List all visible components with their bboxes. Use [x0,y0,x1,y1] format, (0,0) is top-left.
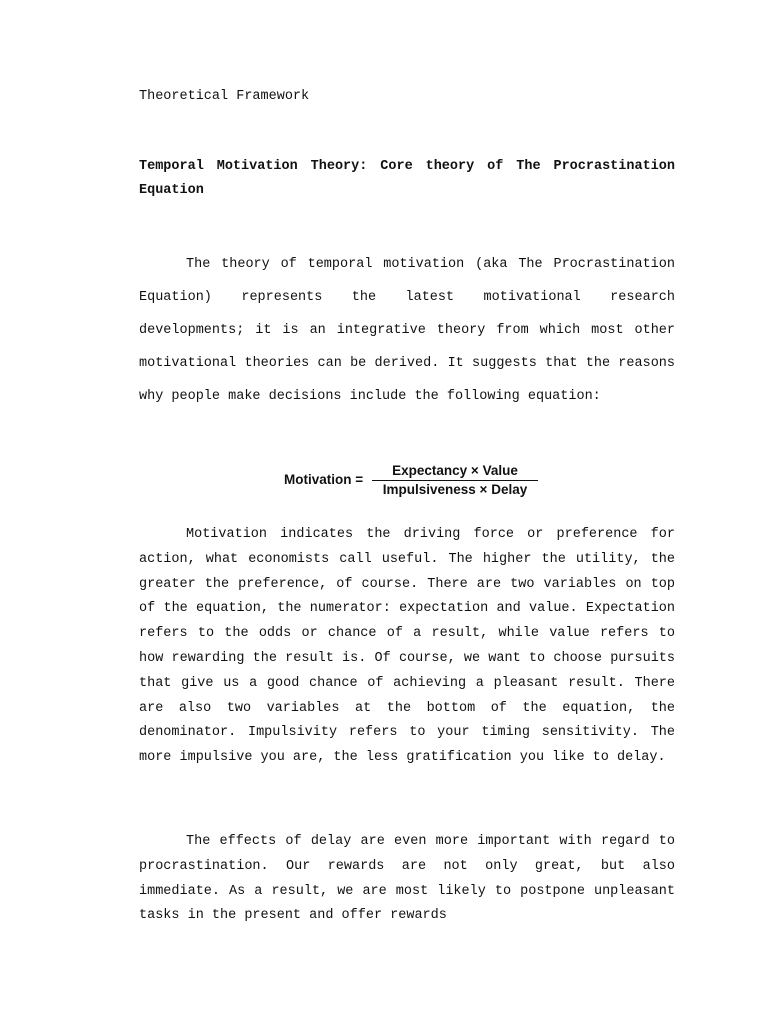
equation-numerator: Expectancy × Value [392,463,518,478]
paragraph-delay: The effects of delay are even more important with regard to procrastination. Our rewards are not only great, but also immediate. As a result, we are most likely to postpone unpleasant tasks in the present and offer rewards [139,834,675,924]
paragraph-intro: The theory of temporal motivation (aka The Procrastination Equation) represents the latest motivational research developments; it is an integrative theory from which most other motivational theories can be derived. It suggests that the reasons why people make decisions include the following equation: [139,257,675,404]
equation-fraction [372,462,538,499]
equation-denominator: Impulsiveness × Delay [382,482,528,497]
paragraph-motivation: Motivation indicates the driving force or preference for action, what economists call useful. The higher the utility, the greater the preference, of course. There are two variables on top of the equation, the numerator: expectation and value. Expectation refers to the odds or chance of a result, while value refers to how rewarding the result is. Of course, we want to choose pursuits that give us a good chance of achieving a pleasant result. There are also two variables at the bottom of the equation, the denominator. Impulsivity refers to your timing sensitivity. The more impulsive you are, the less gratification you like to delay. [139,527,675,766]
section-title: Temporal Motivation Theory: Core theory of The Procrastination Equation [139,159,675,198]
document-heading: Theoretical Framework [139,89,310,104]
equation-lhs: Motivation = [284,472,364,487]
